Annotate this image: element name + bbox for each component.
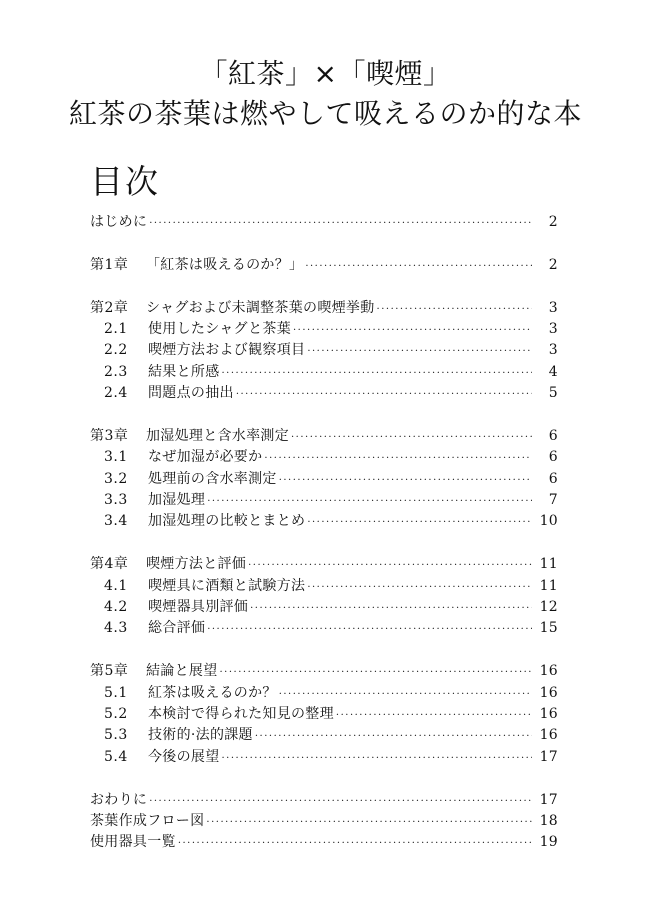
toc-entry-label: おわりに — [90, 791, 148, 808]
toc-entry-page: 16 — [539, 705, 558, 722]
toc-entry-label: はじめに — [90, 214, 148, 230]
toc-leader-dots — [220, 662, 533, 683]
toc-entry-page: 16 — [539, 727, 558, 744]
toc-entry-section-5-2[interactable] — [90, 704, 558, 725]
toc-entry-number: 第3章 — [90, 427, 129, 444]
toc-entry-label: 喫煙具に酒類と試験方法 — [148, 577, 306, 594]
toc-entry-label: なぜ加湿が必要か — [148, 449, 263, 466]
toc-entry-equipment-list[interactable] — [90, 832, 558, 853]
toc-entry-label: 総合評価 — [148, 620, 206, 637]
toc-entry-label: 本検討で得られた知見の整理 — [148, 705, 334, 722]
toc-entry-number: 第5章 — [90, 663, 129, 680]
toc-entry-page: 6 — [548, 427, 558, 444]
toc-entry-label: 加湿処理 — [148, 492, 206, 509]
toc-entry-label: 使用したシャグと茶葉 — [148, 320, 291, 337]
toc-entry-label: 紅茶は吸えるのか？ — [148, 684, 277, 701]
title-line-2: 紅茶の茶葉は燃やして吸えるのか的な本 — [68, 97, 582, 130]
toc-entry-page: 5 — [548, 385, 558, 402]
toc-entry-label: 喫煙方法および観察項目 — [148, 342, 306, 359]
toc-entry-label: 喫煙器具別評価 — [148, 599, 249, 616]
toc-leader-dots — [222, 748, 533, 769]
toc-leader-dots — [307, 577, 532, 598]
toc-leader-dots — [149, 213, 532, 234]
toc-entry-label: シャグおよび未調整茶葉の喫煙挙動 — [146, 299, 375, 316]
toc-entry-number: 4.3 — [104, 620, 128, 637]
toc-entry-page: 10 — [539, 513, 558, 530]
toc-entry-section-3-3[interactable] — [90, 490, 558, 511]
toc-leader-dots — [149, 791, 532, 812]
toc-entry-page: 12 — [539, 599, 558, 616]
toc-entry-chapter-2[interactable] — [90, 298, 558, 319]
toc-leader-dots — [222, 363, 533, 384]
toc-leader-dots — [255, 726, 532, 747]
toc-entry-number: 2.3 — [104, 363, 128, 380]
toc-entry-number: 5.3 — [104, 727, 128, 744]
toc-entry-number: 4.2 — [104, 599, 128, 616]
toc-entry-introduction[interactable] — [90, 212, 558, 233]
toc-entry-section-3-4[interactable] — [90, 511, 558, 532]
table-of-contents — [90, 212, 558, 854]
toc-entry-flow-chart[interactable] — [90, 811, 558, 832]
toc-entry-label: 使用器具一覧 — [90, 834, 176, 851]
toc-leader-dots — [207, 619, 532, 640]
toc-entry-section-4-3[interactable] — [90, 618, 558, 639]
toc-entry-number: 4.1 — [104, 577, 128, 594]
toc-entry-label: 加湿処理と含水率測定 — [146, 427, 289, 444]
toc-entry-page: 16 — [539, 663, 558, 680]
toc-entry-page: 3 — [548, 299, 558, 316]
document-title — [0, 54, 651, 134]
toc-entry-label: 今後の展望 — [148, 748, 220, 765]
toc-entry-section-4-2[interactable] — [90, 597, 558, 618]
toc-leader-dots — [336, 705, 532, 726]
toc-entry-label: 喫煙方法と評価 — [146, 556, 247, 573]
toc-leader-dots — [291, 427, 532, 448]
toc-leader-dots — [377, 299, 532, 320]
toc-entry-label: 技術的·法的課題 — [148, 727, 253, 744]
toc-entry-page: 7 — [548, 492, 558, 509]
toc-entry-page: 17 — [539, 791, 558, 808]
toc-entry-page: 19 — [539, 834, 558, 851]
toc-entry-label: 加湿処理の比較とまとめ — [148, 513, 306, 530]
toc-leader-dots — [206, 812, 532, 833]
toc-entry-number: 5.4 — [104, 748, 128, 765]
toc-entry-number: 2.4 — [104, 385, 128, 402]
toc-entry-label: 茶葉作成フロー図 — [90, 812, 205, 829]
toc-entry-label: 結論と展望 — [146, 663, 218, 680]
toc-entry-page: 6 — [548, 449, 558, 466]
toc-entry-page: 4 — [548, 363, 558, 380]
toc-entry-number: 3.3 — [104, 492, 128, 509]
toc-entry-chapter-4[interactable] — [90, 554, 558, 575]
toc-entry-page: 15 — [539, 620, 558, 637]
toc-entry-number: 5.2 — [104, 705, 128, 722]
toc-entry-section-5-1[interactable] — [90, 683, 558, 704]
toc-entry-number: 2.1 — [104, 320, 128, 337]
toc-heading: 目次 — [90, 162, 160, 201]
toc-entry-number: 第1章 — [90, 256, 129, 273]
toc-entry-number: 2.2 — [104, 342, 128, 359]
toc-leader-dots — [305, 256, 532, 277]
toc-entry-number: 5.1 — [104, 684, 128, 701]
toc-entry-number: 第4章 — [90, 556, 129, 573]
toc-entry-section-2-4[interactable] — [90, 383, 558, 404]
toc-leader-dots — [236, 384, 532, 405]
toc-entry-chapter-5[interactable] — [90, 661, 558, 682]
toc-entry-label: 結果と所感 — [148, 363, 220, 380]
toc-entry-section-3-2[interactable] — [90, 469, 558, 490]
toc-entry-page: 11 — [539, 577, 558, 594]
toc-leader-dots — [307, 512, 532, 533]
toc-entry-chapter-3[interactable] — [90, 426, 558, 447]
toc-leader-dots — [264, 448, 532, 469]
toc-entry-section-4-1[interactable] — [90, 576, 558, 597]
toc-entry-section-2-1[interactable] — [90, 319, 558, 340]
toc-entry-page: 2 — [548, 256, 558, 273]
toc-leader-dots — [178, 833, 532, 854]
toc-leader-dots — [307, 341, 532, 362]
toc-entry-label: 「紅茶は吸えるのか？」 — [146, 256, 304, 273]
toc-entry-afterword[interactable] — [90, 790, 558, 811]
toc-entry-page: 11 — [539, 556, 558, 573]
toc-entry-label: 処理前の含水率測定 — [148, 470, 277, 487]
toc-entry-page: 18 — [539, 812, 558, 829]
toc-entry-number: 第2章 — [90, 299, 129, 316]
toc-entry-number: 3.4 — [104, 513, 128, 530]
toc-entry-page: 16 — [539, 684, 558, 701]
title-line-1: 「紅茶」×「喫煙」 — [199, 57, 452, 90]
toc-entry-number: 3.1 — [104, 449, 128, 466]
toc-entry-section-2-2[interactable] — [90, 340, 558, 361]
toc-entry-section-5-3[interactable] — [90, 725, 558, 746]
toc-entry-chapter-1[interactable] — [90, 255, 558, 276]
toc-leader-dots — [279, 470, 532, 491]
toc-leader-dots — [248, 555, 532, 576]
toc-entry-section-5-4[interactable] — [90, 747, 558, 768]
toc-entry-label: 問題点の抽出 — [148, 385, 234, 402]
toc-entry-section-3-1[interactable] — [90, 447, 558, 468]
toc-entry-page: 2 — [548, 214, 558, 230]
toc-entry-page: 6 — [548, 470, 558, 487]
toc-entry-page: 3 — [548, 342, 558, 359]
toc-entry-number: 3.2 — [104, 470, 128, 487]
toc-entry-page: 17 — [539, 748, 558, 765]
toc-entry-section-2-3[interactable] — [90, 362, 558, 383]
toc-leader-dots — [293, 320, 532, 341]
toc-entry-page: 3 — [548, 320, 558, 337]
toc-leader-dots — [279, 684, 532, 705]
toc-leader-dots — [207, 491, 532, 512]
toc-leader-dots — [250, 598, 532, 619]
